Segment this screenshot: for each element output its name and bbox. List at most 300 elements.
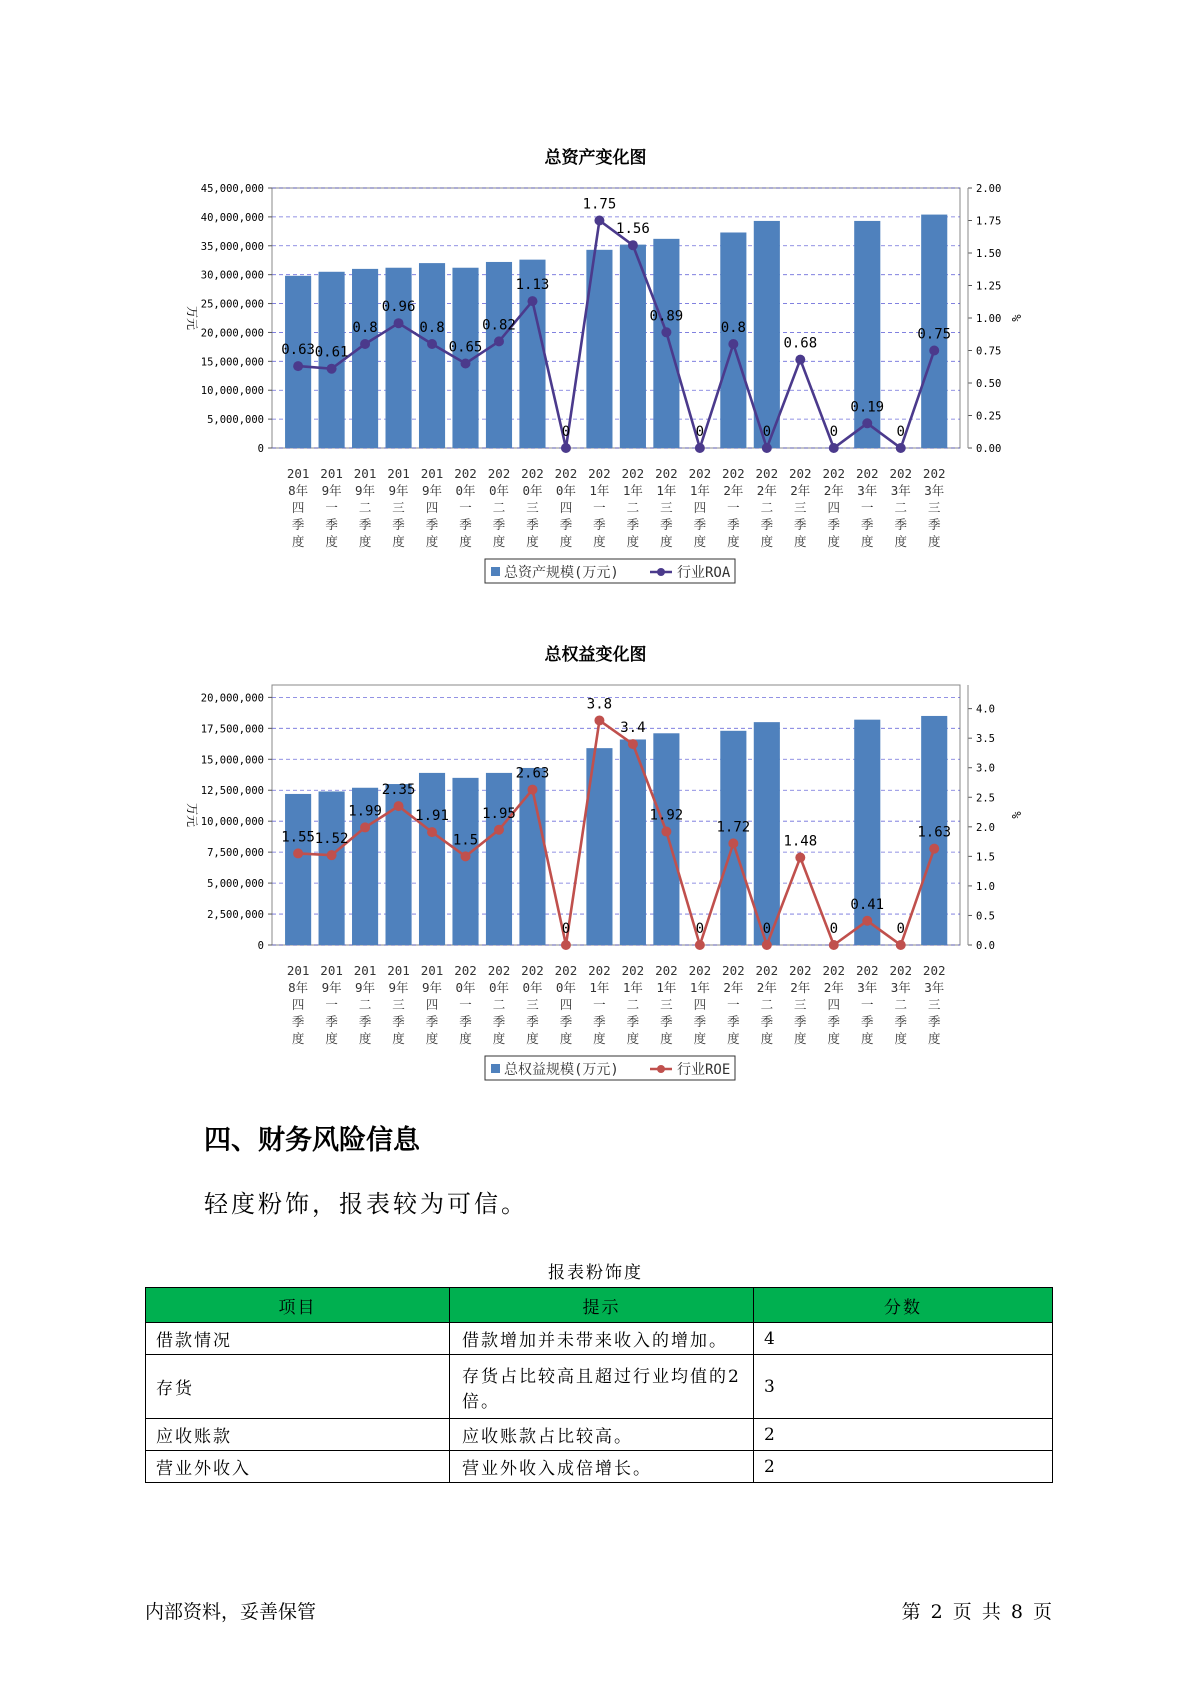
data-label: 0 xyxy=(695,921,705,937)
x-tick-label: 202 xyxy=(487,963,511,978)
x-tick-label: 0年 xyxy=(455,483,476,498)
legend-line-marker xyxy=(657,1065,665,1073)
x-tick-label: 8年 xyxy=(288,483,309,498)
y2-tick-label: 0.75 xyxy=(976,345,1002,358)
data-label: 1.63 xyxy=(917,824,952,841)
x-tick-label: 度 xyxy=(927,1031,941,1046)
data-label: 0.61 xyxy=(314,344,349,361)
x-tick-label: 度 xyxy=(559,1031,573,1046)
x-tick-label: 季 xyxy=(459,1014,472,1029)
x-tick-label: 季 xyxy=(492,517,506,532)
x-tick-label: 季 xyxy=(291,517,305,532)
y-tick-label: 35,000,000 xyxy=(200,240,264,253)
y-tick-label: 2,500,000 xyxy=(207,909,264,922)
x-tick-label: 1年 xyxy=(689,483,710,498)
x-tick-label: 202 xyxy=(722,963,745,978)
y2-tick-label: 1.25 xyxy=(976,280,1002,293)
x-tick-label: 四 xyxy=(827,997,841,1012)
line-point xyxy=(695,940,705,950)
x-tick-label: 0年 xyxy=(522,980,543,995)
x-tick-label: 三 xyxy=(927,500,941,515)
x-tick-label: 0年 xyxy=(522,483,543,498)
x-tick-label: 202 xyxy=(487,466,511,481)
line-point xyxy=(527,785,537,795)
y-tick-label: 5,000,000 xyxy=(207,878,264,891)
y-tick-label: 0 xyxy=(257,940,264,952)
table-row xyxy=(146,1451,1053,1483)
y2-tick-label: 0.50 xyxy=(976,378,1002,390)
data-label: 0 xyxy=(561,424,571,440)
data-label: 1.5 xyxy=(452,832,479,849)
y-tick-label: 10,000,000 xyxy=(200,816,264,829)
x-tick-label: 季 xyxy=(827,1014,841,1029)
row-tip: 借款增加并未带来收入的增加。 xyxy=(450,1323,754,1355)
risk-summary: 轻度粉饰，报表较为可信。 xyxy=(204,1190,528,1218)
line-point xyxy=(293,848,303,858)
x-tick-label: 二 xyxy=(760,997,774,1012)
x-tick-label: 0年 xyxy=(555,980,576,995)
x-tick-label: 四 xyxy=(291,500,305,515)
x-tick-label: 一 xyxy=(861,997,874,1012)
x-tick-label: 度 xyxy=(894,534,907,549)
line-point xyxy=(728,838,738,848)
x-tick-label: 季 xyxy=(425,1014,439,1029)
x-tick-label: 201 xyxy=(320,466,343,481)
x-tick-label: 度 xyxy=(626,1031,640,1046)
data-label: 3.4 xyxy=(620,720,646,737)
x-tick-label: 一 xyxy=(325,997,338,1012)
data-label: 0 xyxy=(762,921,772,937)
data-label: 1.52 xyxy=(314,831,349,848)
line-point xyxy=(762,443,772,453)
bar xyxy=(419,773,445,945)
data-label: 0 xyxy=(695,424,705,440)
y-axis-title: 万元 xyxy=(185,305,199,331)
x-tick-label: 202 xyxy=(621,466,645,481)
legend-line-label: 行业ROA xyxy=(677,565,731,581)
line-point xyxy=(461,359,471,369)
x-tick-label: 201 xyxy=(420,466,444,481)
data-label: 0.68 xyxy=(783,335,818,352)
data-label: 0 xyxy=(829,921,839,937)
row-tip: 存货占比较高且超过行业均值的2倍。 xyxy=(450,1355,754,1419)
x-tick-label: 202 xyxy=(588,466,611,481)
total-assets-chart xyxy=(0,178,1191,618)
x-tick-label: 202 xyxy=(922,963,946,978)
x-tick-label: 四 xyxy=(559,500,573,515)
line-point xyxy=(829,940,839,950)
x-tick-label: 度 xyxy=(492,1031,506,1046)
x-tick-label: 季 xyxy=(927,517,941,532)
x-tick-label: 季 xyxy=(526,517,539,532)
row-score: 2 xyxy=(754,1419,1053,1451)
x-tick-label: 度 xyxy=(291,1031,305,1046)
line-point xyxy=(327,364,337,374)
x-tick-label: 3年 xyxy=(924,483,945,498)
y2-axis-title: % xyxy=(1009,811,1023,819)
x-tick-label: 3年 xyxy=(924,980,945,995)
x-tick-label: 9年 xyxy=(321,483,342,498)
x-tick-label: 度 xyxy=(693,1031,707,1046)
x-tick-label: 202 xyxy=(722,466,745,481)
y2-tick-label: 2.00 xyxy=(976,183,1002,195)
row-tip: 营业外收入成倍增长。 xyxy=(450,1451,754,1483)
data-label: 0.96 xyxy=(381,299,416,316)
y-tick-label: 45,000,000 xyxy=(200,183,264,195)
y2-tick-label: 1.5 xyxy=(976,851,995,864)
x-tick-label: 201 xyxy=(420,963,444,978)
x-tick-label: 202 xyxy=(621,963,645,978)
x-tick-label: 度 xyxy=(392,534,405,549)
x-tick-label: 202 xyxy=(822,466,846,481)
data-label: 0 xyxy=(762,424,772,440)
bar xyxy=(754,722,780,945)
data-label: 1.48 xyxy=(783,833,818,850)
line-point xyxy=(795,853,805,863)
line-point xyxy=(360,339,370,349)
data-label: 0.89 xyxy=(649,308,684,325)
x-tick-label: 季 xyxy=(861,517,874,532)
x-tick-label: 三 xyxy=(660,500,673,515)
bar xyxy=(486,262,512,448)
x-tick-label: 三 xyxy=(794,997,807,1012)
header-item: 项目 xyxy=(146,1288,450,1323)
x-tick-label: 0年 xyxy=(488,483,510,498)
data-label: 0.19 xyxy=(850,399,885,416)
x-tick-label: 季 xyxy=(425,517,439,532)
chart-title-assets: 总资产变化图 xyxy=(544,148,647,168)
line-point xyxy=(795,355,805,365)
x-tick-label: 201 xyxy=(387,466,410,481)
x-tick-label: 度 xyxy=(660,534,673,549)
table-caption: 报表粉饰度 xyxy=(548,1263,643,1283)
row-item: 营业外收入 xyxy=(146,1451,450,1483)
row-tip: 应收账款占比较高。 xyxy=(450,1419,754,1451)
y-tick-label: 40,000,000 xyxy=(200,211,264,224)
legend-line-label: 行业ROE xyxy=(677,1062,731,1078)
x-tick-label: 季 xyxy=(660,1014,673,1029)
x-tick-label: 三 xyxy=(526,500,539,515)
chart-title-equity: 总权益变化图 xyxy=(544,645,647,665)
y2-tick-label: 0.0 xyxy=(976,940,995,952)
y-tick-label: 30,000,000 xyxy=(200,269,264,282)
x-tick-label: 季 xyxy=(794,517,807,532)
x-tick-label: 一 xyxy=(593,997,606,1012)
x-tick-label: 度 xyxy=(693,534,707,549)
x-tick-label: 202 xyxy=(755,466,779,481)
x-tick-label: 三 xyxy=(392,997,405,1012)
line-point xyxy=(427,339,437,349)
x-tick-label: 季 xyxy=(927,1014,941,1029)
x-tick-label: 度 xyxy=(593,1031,606,1046)
y2-tick-label: 2.0 xyxy=(976,821,995,834)
x-tick-label: 四 xyxy=(827,500,841,515)
x-tick-label: 度 xyxy=(325,1031,338,1046)
x-tick-label: 季 xyxy=(626,517,640,532)
x-tick-label: 2年 xyxy=(790,483,811,498)
x-tick-label: 9年 xyxy=(388,483,409,498)
x-tick-label: 一 xyxy=(325,500,338,515)
table-row xyxy=(146,1419,1053,1451)
x-tick-label: 度 xyxy=(358,1031,372,1046)
x-tick-label: 2年 xyxy=(756,980,777,995)
line-point xyxy=(293,361,303,371)
row-score: 2 xyxy=(754,1451,1053,1483)
data-label: 1.56 xyxy=(616,221,650,238)
data-label: 1.99 xyxy=(348,803,382,820)
x-tick-label: 度 xyxy=(794,1031,807,1046)
y2-axis-title: % xyxy=(1009,314,1023,322)
row-score: 4 xyxy=(754,1323,1053,1355)
x-tick-label: 9年 xyxy=(388,980,409,995)
x-tick-label: 201 xyxy=(286,963,310,978)
x-tick-label: 二 xyxy=(760,500,774,515)
x-tick-label: 3年 xyxy=(890,980,911,995)
x-tick-label: 9年 xyxy=(321,980,342,995)
x-tick-label: 度 xyxy=(861,534,874,549)
row-item: 存货 xyxy=(146,1355,450,1419)
x-tick-label: 202 xyxy=(655,963,678,978)
x-tick-label: 9年 xyxy=(355,483,376,498)
x-tick-label: 二 xyxy=(358,997,372,1012)
x-tick-label: 度 xyxy=(660,1031,673,1046)
line-point xyxy=(494,825,504,835)
y2-tick-label: 0.5 xyxy=(976,910,995,923)
x-tick-label: 度 xyxy=(291,534,305,549)
x-tick-label: 度 xyxy=(459,534,472,549)
x-tick-label: 季 xyxy=(693,517,707,532)
legend-bar-label: 总资产规模(万元) xyxy=(504,565,619,581)
x-tick-label: 202 xyxy=(588,963,611,978)
data-label: 1.92 xyxy=(649,807,684,824)
data-label: 1.91 xyxy=(415,808,449,825)
y2-tick-label: 1.0 xyxy=(976,880,995,893)
x-tick-label: 一 xyxy=(459,997,472,1012)
row-score: 3 xyxy=(754,1355,1053,1419)
x-tick-label: 2年 xyxy=(823,980,844,995)
data-label: 0 xyxy=(896,424,905,440)
x-tick-label: 度 xyxy=(492,534,506,549)
x-tick-label: 季 xyxy=(894,1014,907,1029)
x-tick-label: 202 xyxy=(521,963,544,978)
x-tick-label: 季 xyxy=(593,517,606,532)
x-tick-label: 9年 xyxy=(355,980,376,995)
x-tick-label: 季 xyxy=(794,1014,807,1029)
y-tick-label: 15,000,000 xyxy=(200,754,264,767)
data-label: 1.55 xyxy=(281,829,315,846)
row-item: 应收账款 xyxy=(146,1419,450,1451)
x-tick-label: 一 xyxy=(593,500,606,515)
x-tick-label: 二 xyxy=(894,500,907,515)
x-tick-label: 一 xyxy=(459,500,472,515)
x-tick-label: 季 xyxy=(358,517,372,532)
data-label: 1.75 xyxy=(582,196,617,213)
x-tick-label: 9年 xyxy=(422,483,443,498)
x-tick-label: 202 xyxy=(789,963,812,978)
data-label: 0.82 xyxy=(482,317,516,334)
row-item: 借款情况 xyxy=(146,1323,450,1355)
y2-tick-label: 3.0 xyxy=(976,762,995,775)
x-tick-label: 四 xyxy=(291,997,305,1012)
x-tick-label: 202 xyxy=(688,963,712,978)
x-tick-label: 度 xyxy=(894,1031,907,1046)
x-tick-label: 0年 xyxy=(555,483,576,498)
x-tick-label: 8年 xyxy=(288,980,309,995)
x-tick-label: 季 xyxy=(626,1014,640,1029)
y-tick-label: 20,000,000 xyxy=(200,692,264,705)
data-label: 0.63 xyxy=(281,342,315,359)
data-label: 0.65 xyxy=(448,339,483,356)
x-tick-label: 0年 xyxy=(455,980,476,995)
x-tick-label: 202 xyxy=(521,466,544,481)
x-tick-label: 3年 xyxy=(857,980,878,995)
line-point xyxy=(494,336,504,346)
line-point xyxy=(561,443,571,453)
footer-page-number: 第 2 页 共 8 页 xyxy=(901,1601,1052,1623)
x-tick-label: 202 xyxy=(855,466,879,481)
header-tip: 提示 xyxy=(450,1288,754,1323)
x-tick-label: 1年 xyxy=(622,980,643,995)
x-tick-label: 三 xyxy=(392,500,405,515)
x-tick-label: 度 xyxy=(425,1031,439,1046)
x-tick-label: 度 xyxy=(392,1031,405,1046)
y2-tick-label: 1.50 xyxy=(976,248,1002,260)
x-tick-label: 四 xyxy=(693,997,707,1012)
line-point xyxy=(929,346,939,356)
x-tick-label: 3年 xyxy=(890,483,911,498)
table-row xyxy=(146,1355,1053,1419)
x-tick-label: 202 xyxy=(889,466,913,481)
line-point xyxy=(929,844,939,854)
x-tick-label: 1年 xyxy=(622,483,643,498)
x-tick-label: 四 xyxy=(425,997,439,1012)
line-point xyxy=(360,822,370,832)
x-tick-label: 季 xyxy=(526,1014,539,1029)
y2-tick-label: 3.5 xyxy=(976,733,995,746)
x-tick-label: 202 xyxy=(789,466,812,481)
x-tick-label: 四 xyxy=(559,997,573,1012)
bar xyxy=(352,269,378,448)
y-tick-label: 20,000,000 xyxy=(200,327,264,340)
x-tick-label: 二 xyxy=(626,500,640,515)
x-tick-label: 度 xyxy=(358,534,372,549)
x-tick-label: 季 xyxy=(325,517,338,532)
x-tick-label: 三 xyxy=(660,997,673,1012)
x-tick-label: 四 xyxy=(693,500,707,515)
line-point xyxy=(896,443,906,453)
x-tick-label: 三 xyxy=(794,500,807,515)
x-tick-label: 度 xyxy=(425,534,439,549)
x-tick-label: 度 xyxy=(526,534,539,549)
y-tick-label: 15,000,000 xyxy=(200,356,264,369)
x-tick-label: 9年 xyxy=(422,980,443,995)
data-label: 2.35 xyxy=(381,782,416,799)
line-point xyxy=(762,940,772,950)
y2-tick-label: 1.75 xyxy=(976,215,1002,228)
bar xyxy=(319,791,345,945)
line-point xyxy=(661,327,671,337)
x-tick-label: 二 xyxy=(492,997,506,1012)
risk-table xyxy=(145,1287,1053,1483)
x-tick-label: 季 xyxy=(727,1014,740,1029)
bar xyxy=(754,221,780,448)
line-point xyxy=(394,801,404,811)
x-tick-label: 季 xyxy=(325,1014,338,1029)
x-tick-label: 1年 xyxy=(689,980,710,995)
table-row xyxy=(146,1323,1053,1355)
line-point xyxy=(561,940,571,950)
x-tick-label: 度 xyxy=(794,534,807,549)
y2-tick-label: 1.00 xyxy=(976,313,1002,325)
x-tick-label: 季 xyxy=(760,517,774,532)
x-tick-label: 202 xyxy=(688,466,712,481)
x-tick-label: 度 xyxy=(760,1031,774,1046)
x-tick-label: 三 xyxy=(927,997,941,1012)
x-tick-label: 季 xyxy=(660,517,673,532)
bar xyxy=(419,263,445,448)
bar xyxy=(653,733,679,945)
x-tick-label: 季 xyxy=(693,1014,707,1029)
x-tick-label: 3年 xyxy=(857,483,878,498)
line-point xyxy=(427,827,437,837)
x-tick-label: 1年 xyxy=(656,483,677,498)
line-point xyxy=(594,715,604,725)
y-tick-label: 0 xyxy=(257,443,264,455)
bar xyxy=(620,245,646,448)
header-score: 分数 xyxy=(754,1288,1053,1323)
line-point xyxy=(862,418,872,428)
section-heading: 四、财务风险信息 xyxy=(204,1125,420,1156)
line-point xyxy=(829,443,839,453)
x-tick-label: 二 xyxy=(894,997,907,1012)
legend-bar-label: 总权益规模(万元) xyxy=(504,1062,619,1078)
x-tick-label: 季 xyxy=(861,1014,874,1029)
data-label: 0.8 xyxy=(419,320,445,336)
x-tick-label: 202 xyxy=(554,963,578,978)
x-tick-label: 0年 xyxy=(488,980,510,995)
x-tick-label: 度 xyxy=(827,534,841,549)
data-label: 1.13 xyxy=(515,277,550,294)
y-tick-label: 25,000,000 xyxy=(200,298,264,311)
x-tick-label: 度 xyxy=(325,534,338,549)
x-tick-label: 一 xyxy=(727,997,740,1012)
line-point xyxy=(661,827,671,837)
x-tick-label: 度 xyxy=(861,1031,874,1046)
line-point xyxy=(327,850,337,860)
data-label: 1.95 xyxy=(482,805,516,822)
x-tick-label: 季 xyxy=(827,517,841,532)
x-tick-label: 季 xyxy=(727,517,740,532)
x-tick-label: 度 xyxy=(526,1031,539,1046)
x-tick-label: 2年 xyxy=(790,980,811,995)
data-label: 0 xyxy=(561,921,571,937)
bar xyxy=(486,773,512,945)
y-tick-label: 7,500,000 xyxy=(207,847,264,860)
x-tick-label: 季 xyxy=(358,1014,372,1029)
x-tick-label: 202 xyxy=(755,963,779,978)
y-tick-label: 5,000,000 xyxy=(207,414,264,427)
data-label: 1.72 xyxy=(716,819,751,836)
x-tick-label: 201 xyxy=(353,963,377,978)
x-tick-label: 季 xyxy=(392,517,405,532)
y2-tick-label: 0.00 xyxy=(976,443,1002,455)
x-tick-label: 1年 xyxy=(656,980,677,995)
x-tick-label: 季 xyxy=(894,517,907,532)
legend-bar-swatch xyxy=(491,567,500,576)
x-tick-label: 2年 xyxy=(823,483,844,498)
x-tick-label: 1年 xyxy=(589,980,610,995)
x-tick-label: 二 xyxy=(492,500,506,515)
